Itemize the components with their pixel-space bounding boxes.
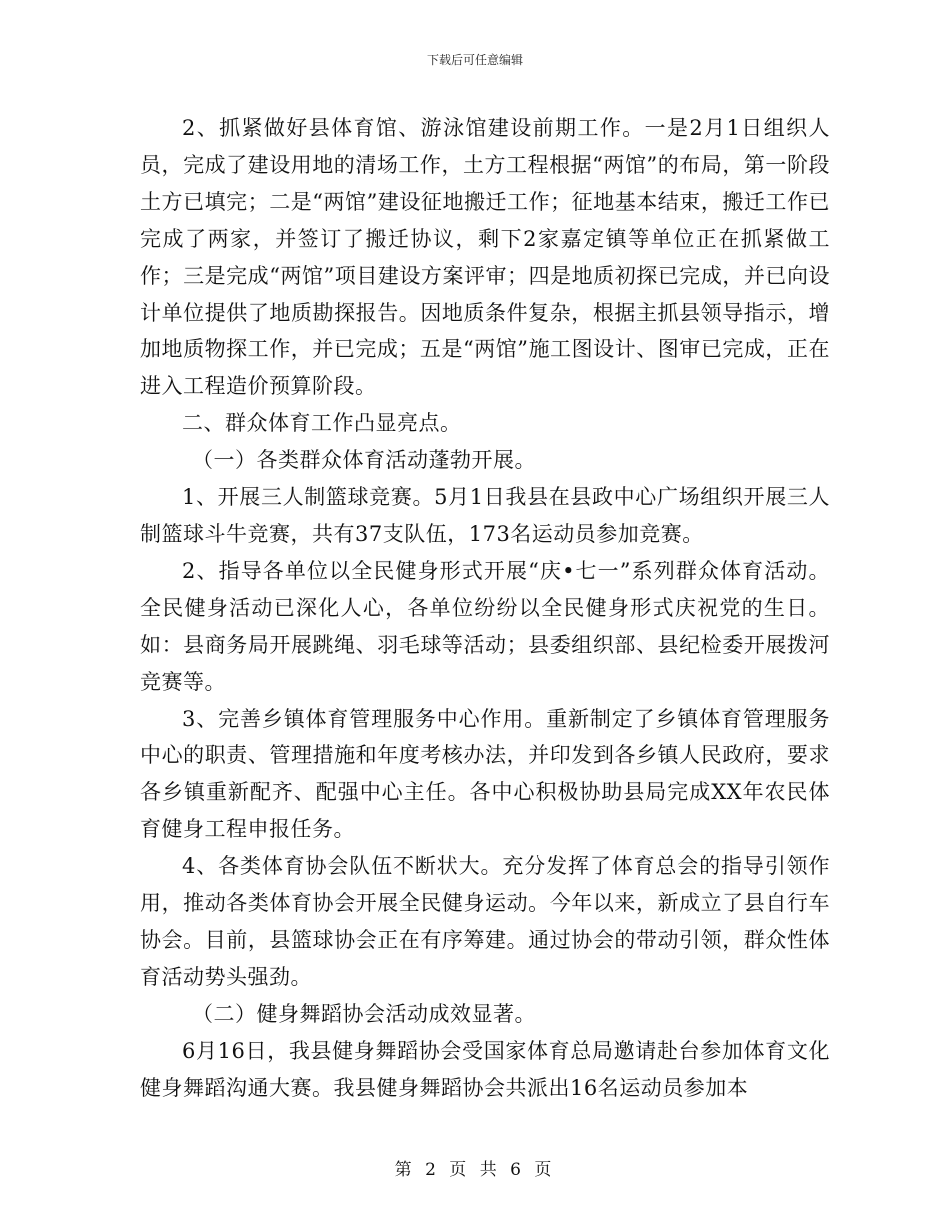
paragraph-associations: 4、各类体育协会队伍不断状大。充分发挥了体育总会的指导引领作用，推动各类体育协会开展全民健身运动。今年以来，新成立了县自行车协会。目前，县篮球协会正在有序筹建。通过协会的带动引领，群众性体育活动势头强劲。 <box>140 854 830 989</box>
subsection-heading-activities: （一）各类群众体育活动蓬勃开展。 <box>192 448 536 473</box>
paragraph-stadium-preparation: 2、抓紧做好县体育馆、游泳馆建设前期工作。一是2月1日组织人员，完成了建设用地的清场工作，土方工程根据“两馆”的布局，第一阶段土方已填完；二是“两馆”建设征地搬迁工作；征地基本结束，搬迁工作已完成了两家，并签订了搬迁协议，剩下2家嘉定镇等单位正在抓紧做工作；三是完成“两馆”项目建设方案评审；四是地质初探已完成，并已向设计单位提供了地质勘探报告。因地质条件复杂，根据主抓县领导指示，增加地质物探工作，并已完成；五是“两馆”施工图设计、图审已完成，正在进入工程造价预算阶段。 <box>140 116 830 399</box>
document-body <box>140 110 830 1106</box>
page-header: 下载后可任意编辑 <box>426 53 523 67</box>
page-footer: 第 2 页 共 6 页 <box>394 1160 556 1180</box>
paragraph-township-centers: 3、完善乡镇体育管理服务中心作用。重新制定了乡镇体育管理服务中心的职责、管理措施和年度考核办法，并印发到各乡镇人民政府，要求各乡镇重新配齐、配强中心主任。各中心积极协助县局完成XX年农民体育健身工程申报任务。 <box>140 706 830 842</box>
paragraph-basketball: 1、开展三人制篮球竞赛。5月1日我县在县政中心广场组织开展三人制篮球斗牛竞赛，共有37支队伍，173名运动员参加竞赛。 <box>140 485 830 546</box>
subsection-heading-dance: （二）健身舞蹈协会活动成效显著。 <box>192 1001 536 1026</box>
paragraph-dance-competition: 6月16日，我县健身舞蹈协会受国家体育总局邀请赴台参加体育文化健身舞蹈沟通大赛。我县健身舞蹈协会共派出16名运动员参加本 <box>140 1038 830 1100</box>
paragraph-july-first: 2、指导各单位以全民健身形式开展“庆•七一”系列群众体育活动。全民健身活动已深化人心，各单位纷纷以全民健身形式庆祝党的生日。如：县商务局开展跳绳、羽毛球等活动；县委组织部、县纪检委开展拨河竞赛等。 <box>140 558 830 694</box>
section-heading-mass-sports: 二、群众体育工作凸显亮点。 <box>182 411 462 436</box>
